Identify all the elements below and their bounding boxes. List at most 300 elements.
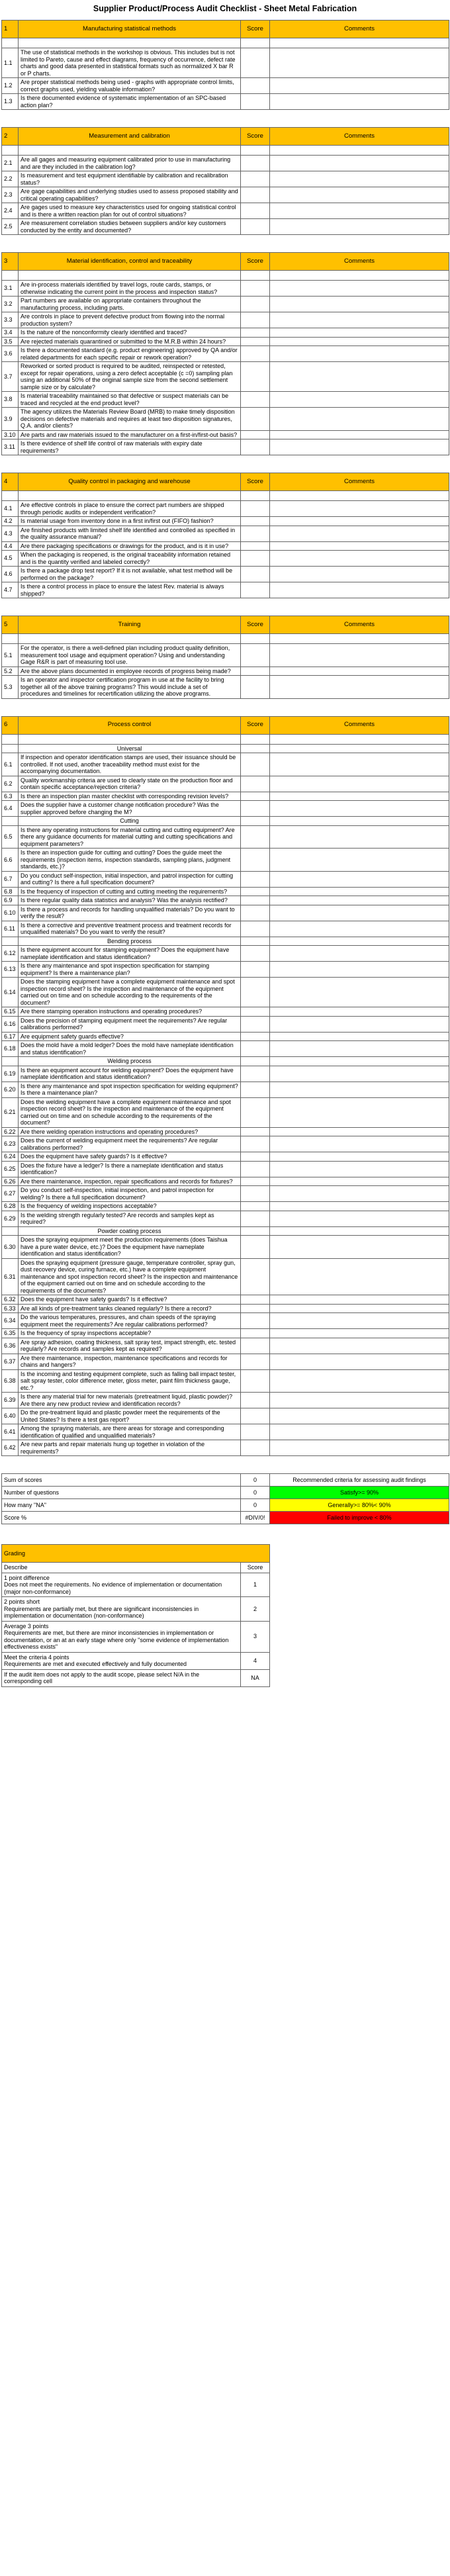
checklist-row (2, 849, 449, 872)
item-number: 6.34 (2, 1313, 19, 1329)
comments-cell[interactable] (270, 501, 449, 517)
comments-cell[interactable] (270, 1066, 449, 1081)
item-question: Are in-process materials identified by travel logs, route cards, stamps, or otherwise indicating the current point in the process and inspection status? (19, 281, 241, 297)
score-cell[interactable] (241, 297, 270, 312)
item-number: 6.30 (2, 1236, 19, 1259)
item-number: 6.31 (2, 1258, 19, 1295)
item-number: 6.9 (2, 896, 19, 905)
comments-cell[interactable] (270, 297, 449, 312)
item-question: Do you conduct self-inspection, initial inspection, and patrol inspection for welding? Is there a full specification document? (19, 1186, 241, 1202)
score-cell[interactable] (241, 887, 270, 896)
comments-cell[interactable] (270, 776, 449, 792)
score-cell[interactable] (241, 203, 270, 219)
summary-row (2, 1487, 449, 1499)
comments-cell[interactable] (270, 1313, 449, 1329)
score-cell[interactable] (241, 48, 270, 78)
item-number: 6.19 (2, 1066, 19, 1081)
score-cell[interactable] (241, 825, 270, 849)
comments-cell[interactable] (270, 1161, 449, 1177)
score-cell[interactable] (241, 337, 270, 346)
score-cell[interactable] (241, 392, 270, 408)
blank-row (2, 734, 449, 744)
comments-cell[interactable] (270, 1097, 449, 1127)
item-number: 6.20 (2, 1081, 19, 1097)
grading-description-line: Average 3 points (4, 1622, 49, 1630)
score-cell[interactable] (241, 78, 270, 94)
item-question: Is there any maintenance and spot inspection specification for stamping equipment? Is there a maintenance plan? (19, 962, 241, 978)
checklist-row (2, 346, 449, 362)
blank-cell (2, 1226, 19, 1236)
item-question: Are equipment safety guards effective? (19, 1032, 241, 1041)
item-question: Are gages used to measure key characteristics used for ongoing statistical control and is there a written reaction plan for out of control situations? (19, 203, 241, 219)
checklist-row (2, 582, 449, 598)
score-cell[interactable] (241, 517, 270, 526)
score-cell[interactable] (241, 1081, 270, 1097)
item-number: 2.4 (2, 203, 19, 219)
score-cell[interactable] (241, 1177, 270, 1186)
checklist-row (2, 896, 449, 905)
comments-cell[interactable] (270, 1202, 449, 1211)
comments-cell[interactable] (270, 337, 449, 346)
section-number: 2 (2, 128, 19, 146)
score-cell[interactable] (241, 1097, 270, 1127)
score-cell[interactable] (241, 801, 270, 817)
comments-cell[interactable] (270, 541, 449, 551)
item-question: Is the welding strength regularly tested? Are records and samples kept as required? (19, 1211, 241, 1226)
item-number: 3.8 (2, 392, 19, 408)
score-cell[interactable] (241, 1440, 270, 1456)
item-question: If inspection and operator identification stamps are used, their issuance should be controlled. If not used, another traceability method must exist for the accompanying documentation. (19, 753, 241, 776)
checklist-row (2, 203, 449, 219)
comments-cell[interactable] (270, 1424, 449, 1440)
summary-value: 0 (241, 1474, 270, 1487)
comments-cell[interactable] (270, 362, 449, 392)
comments-cell[interactable] (270, 408, 449, 431)
score-cell[interactable] (241, 1354, 270, 1369)
checklist-row (2, 439, 449, 455)
item-question: Is there any operating instructions for material cutting and cutting equipment? Are there any guidance documents for material cutting and cutting specifications and equipment parameters? (19, 825, 241, 849)
score-cell[interactable] (241, 1393, 270, 1408)
blank-cell (241, 734, 270, 744)
comments-column-header: Comments (270, 253, 449, 271)
checklist-row (2, 1136, 449, 1152)
score-cell[interactable] (241, 362, 270, 392)
item-number: 6.2 (2, 776, 19, 792)
blank-cell (2, 1057, 19, 1066)
section-title: Measurement and calibration (19, 128, 241, 146)
score-cell[interactable] (241, 962, 270, 978)
grading-description (2, 1597, 241, 1622)
item-number: 1.2 (2, 78, 19, 94)
checklist-row (2, 78, 449, 94)
comments-cell[interactable] (270, 517, 449, 526)
score-cell[interactable] (241, 408, 270, 431)
item-question: Does the equipment have safety guards? Is it effective? (19, 1152, 241, 1162)
score-cell[interactable] (241, 156, 270, 171)
score-cell[interactable] (241, 946, 270, 962)
section-table (1, 20, 449, 110)
grading-title: Grading (2, 1545, 270, 1563)
score-cell[interactable] (241, 1295, 270, 1305)
grading-description-line: If the audit item does not apply to the audit scope, please select N/A in the corresponding cell (4, 1671, 200, 1684)
summary-row (2, 1474, 449, 1487)
item-question: Quality workmanship criteria are used to clearly state on the production floor and contain specific acceptance/rejection criteria? (19, 776, 241, 792)
comments-cell[interactable] (270, 1211, 449, 1226)
item-number: 6.22 (2, 1127, 19, 1136)
score-cell[interactable] (241, 1236, 270, 1259)
item-question: Is the frequency of welding inspections acceptable? (19, 1202, 241, 1211)
item-number: 6.25 (2, 1161, 19, 1177)
comments-cell[interactable] (270, 1338, 449, 1354)
comments-cell[interactable] (270, 887, 449, 896)
score-cell[interactable] (241, 1041, 270, 1057)
comments-cell[interactable] (270, 792, 449, 801)
section-header-row (2, 716, 449, 734)
grading-description (2, 1621, 241, 1652)
item-number: 4.4 (2, 541, 19, 551)
comments-cell[interactable] (270, 644, 449, 667)
item-number: 6.23 (2, 1136, 19, 1152)
score-cell[interactable] (241, 792, 270, 801)
comments-cell[interactable] (270, 567, 449, 582)
item-question: Are there packaging specifications or drawings for the product, and is it in use? (19, 541, 241, 551)
grading-row (2, 1573, 270, 1597)
score-cell[interactable] (241, 644, 270, 667)
score-cell[interactable] (241, 1007, 270, 1017)
comments-cell[interactable] (270, 392, 449, 408)
comments-cell[interactable] (270, 801, 449, 817)
item-question: Are there maintenance, inspection, maintenance specifications and records for chains and hangers? (19, 1354, 241, 1369)
grading-score: 4 (241, 1652, 270, 1669)
section-header-row (2, 253, 449, 271)
checklist-row (2, 921, 449, 937)
blank-cell (241, 634, 270, 644)
checklist-row (2, 978, 449, 1007)
comments-cell[interactable] (270, 667, 449, 676)
comments-cell[interactable] (270, 1304, 449, 1313)
score-cell[interactable] (241, 439, 270, 455)
comments-cell[interactable] (270, 1136, 449, 1152)
comments-cell[interactable] (270, 978, 449, 1007)
comments-cell[interactable] (270, 281, 449, 297)
blank-cell (2, 38, 19, 48)
score-cell[interactable] (241, 219, 270, 235)
checklist-row (2, 312, 449, 328)
item-question: Is measurement and test equipment identifiable by calibration and recalibration status? (19, 171, 241, 187)
score-cell[interactable] (241, 94, 270, 110)
score-cell[interactable] (241, 187, 270, 203)
blank-cell (19, 634, 241, 644)
comments-cell[interactable] (270, 1408, 449, 1424)
item-question: Are the above plans documented in employee records of progress being made? (19, 667, 241, 676)
comments-cell[interactable] (270, 156, 449, 171)
grading-row (2, 1621, 270, 1652)
legend-satisfy: Satisfy>= 90% (270, 1487, 449, 1499)
legend-generally: Generally>= 80%< 90% (270, 1499, 449, 1512)
grading-score-header: Score (241, 1563, 270, 1573)
score-cell[interactable] (241, 1127, 270, 1136)
comments-cell[interactable] (270, 1369, 449, 1393)
comments-cell[interactable] (270, 203, 449, 219)
comments-cell[interactable] (270, 1393, 449, 1408)
score-cell[interactable] (241, 905, 270, 921)
section-header-row (2, 473, 449, 491)
blank-cell (270, 1057, 449, 1066)
item-question: Does the spraying equipment (pressure gauge, temperature controller, spray gun, dust recovery device, curing furnace, etc.) have a complete equipment maintenance and spot inspection record sheet? Is the inspection and maintenance of the equipment carried out on time and on schedule according to the requirements of the documents? (19, 1258, 241, 1295)
item-number: 6.24 (2, 1152, 19, 1162)
item-number: 4.2 (2, 517, 19, 526)
checklist-row (2, 1304, 449, 1313)
checklist-row (2, 801, 449, 817)
blank-cell (241, 491, 270, 501)
comments-cell[interactable] (270, 849, 449, 872)
score-cell[interactable] (241, 1016, 270, 1032)
comments-cell[interactable] (270, 171, 449, 187)
item-number: 6.1 (2, 753, 19, 776)
score-cell[interactable] (241, 776, 270, 792)
comments-column-header: Comments (270, 128, 449, 146)
comments-cell[interactable] (270, 871, 449, 887)
score-cell[interactable] (241, 676, 270, 699)
item-number: 6.5 (2, 825, 19, 849)
legend-title: Recommended criteria for assessing audit findings (270, 1474, 449, 1487)
comments-cell[interactable] (270, 551, 449, 567)
checklist-row (2, 1313, 449, 1329)
checklist-row (2, 501, 449, 517)
checklist-row (2, 171, 449, 187)
score-cell[interactable] (241, 1211, 270, 1226)
item-question: Are gage capabilities and underlying studies used to assess proposed stability and critical operating capabilities? (19, 187, 241, 203)
score-column-header: Score (241, 21, 270, 38)
comments-cell[interactable] (270, 346, 449, 362)
score-cell[interactable] (241, 1202, 270, 1211)
comments-cell[interactable] (270, 962, 449, 978)
score-cell[interactable] (241, 921, 270, 937)
score-cell[interactable] (241, 1032, 270, 1041)
comments-cell[interactable] (270, 1016, 449, 1032)
comments-cell[interactable] (270, 582, 449, 598)
item-question: Are controls in place to prevent defective product from flowing into the normal production system? (19, 312, 241, 328)
comments-cell[interactable] (270, 1354, 449, 1369)
comments-cell[interactable] (270, 676, 449, 699)
item-question: Is the incoming and testing equipment complete, such as falling ball impact tester, salt spray tester, color difference meter, gloss meter, paint film thickness gauge, etc.? (19, 1369, 241, 1393)
item-question: Does the fixture have a ledger? Is there a nameplate identification and status identification? (19, 1161, 241, 1177)
blank-cell (270, 271, 449, 281)
comments-cell[interactable] (270, 1440, 449, 1456)
score-cell[interactable] (241, 281, 270, 297)
item-question: Are proper statistical methods being used - graphs with appropriate control limits, correct graphs used, yielding valuable information? (19, 78, 241, 94)
checklist-row (2, 94, 449, 110)
comments-cell[interactable] (270, 187, 449, 203)
score-cell[interactable] (241, 501, 270, 517)
comments-cell[interactable] (270, 1258, 449, 1295)
comments-cell[interactable] (270, 48, 449, 78)
score-cell[interactable] (241, 871, 270, 887)
checklist-row (2, 776, 449, 792)
item-question: Is there evidence of shelf life control of raw materials with expiry date requirements? (19, 439, 241, 455)
item-question: Is there a documented standard (e.g. product engineering) approved by QA and/or related departments for each specific repair or rework operation? (19, 346, 241, 362)
score-cell[interactable] (241, 312, 270, 328)
grading-description (2, 1669, 241, 1686)
summary-label: Score % (2, 1512, 241, 1524)
comments-cell[interactable] (270, 328, 449, 338)
blank-cell (270, 1226, 449, 1236)
score-cell[interactable] (241, 171, 270, 187)
score-cell[interactable] (241, 346, 270, 362)
item-question: Is there a corrective and preventive treatment process and treatment records for unqualified materials? Do you want to verify the result? (19, 921, 241, 937)
item-number: 3.2 (2, 297, 19, 312)
section-header-row (2, 128, 449, 146)
section-title: Training (19, 616, 241, 634)
comments-cell[interactable] (270, 1152, 449, 1162)
subsection-title: Welding process (19, 1057, 241, 1066)
item-question: Is there equipment account for stamping equipment? Does the equipment have nameplate identification and status identification? (19, 946, 241, 962)
score-column-header: Score (241, 128, 270, 146)
comments-cell[interactable] (270, 1081, 449, 1097)
checklist-row (2, 281, 449, 297)
comments-cell[interactable] (270, 1032, 449, 1041)
section-header-row (2, 616, 449, 634)
score-cell[interactable] (241, 551, 270, 567)
summary-value: 0 (241, 1499, 270, 1512)
score-cell[interactable] (241, 582, 270, 598)
score-cell[interactable] (241, 328, 270, 338)
item-number: 6.3 (2, 792, 19, 801)
score-cell[interactable] (241, 753, 270, 776)
summary-value: 0 (241, 1487, 270, 1499)
checklist-row (2, 1202, 449, 1211)
score-cell[interactable] (241, 1304, 270, 1313)
comments-column-header: Comments (270, 21, 449, 38)
item-question: Is material usage from inventory done in a first in/first out (FIFO) fashion? (19, 517, 241, 526)
score-cell[interactable] (241, 526, 270, 541)
item-number: 6.33 (2, 1304, 19, 1313)
comments-cell[interactable] (270, 1177, 449, 1186)
comments-cell[interactable] (270, 526, 449, 541)
score-cell[interactable] (241, 567, 270, 582)
grading-row (2, 1669, 270, 1686)
checklist-row (2, 1258, 449, 1295)
blank-cell (241, 271, 270, 281)
comments-cell[interactable] (270, 896, 449, 905)
page-title: Supplier Product/Process Audit Checklist - Sheet Metal Fabrication (93, 4, 357, 13)
comments-cell[interactable] (270, 825, 449, 849)
score-cell[interactable] (241, 1408, 270, 1424)
section-title: Manufacturing statistical methods (19, 21, 241, 38)
checklist-row (2, 644, 449, 667)
item-number: 6.27 (2, 1186, 19, 1202)
checklist-row (2, 1329, 449, 1338)
blank-cell (270, 734, 449, 744)
grading-describe-header: Describe (2, 1563, 241, 1573)
comments-cell[interactable] (270, 439, 449, 455)
blank-cell (270, 744, 449, 753)
score-cell[interactable] (241, 667, 270, 676)
item-question: Is there an inspection guide for cutting and cutting? Does the guide meet the requirements (inspection items, inspection standards, sampling plans, judgment standards, etc.)? (19, 849, 241, 872)
score-cell[interactable] (241, 849, 270, 872)
comments-cell[interactable] (270, 1295, 449, 1305)
comments-cell[interactable] (270, 921, 449, 937)
section-title: Quality control in packaging and warehouse (19, 473, 241, 491)
grading-table (1, 1544, 270, 1687)
score-cell[interactable] (241, 1186, 270, 1202)
score-cell[interactable] (241, 430, 270, 439)
score-cell[interactable] (241, 1066, 270, 1081)
comments-cell[interactable] (270, 1236, 449, 1259)
subsection-row (2, 937, 449, 946)
item-number: 6.16 (2, 1016, 19, 1032)
comments-column-header: Comments (270, 473, 449, 491)
grading-description-line: Meet the criteria 4 points (4, 1653, 69, 1661)
comments-cell[interactable] (270, 430, 449, 439)
score-column-header: Score (241, 616, 270, 634)
item-number: 6.41 (2, 1424, 19, 1440)
subsection-row (2, 1057, 449, 1066)
comments-cell[interactable] (270, 1186, 449, 1202)
score-cell[interactable] (241, 541, 270, 551)
comments-cell[interactable] (270, 1041, 449, 1057)
item-number: 1.3 (2, 94, 19, 110)
item-question: Is the frequency of spray inspections acceptable? (19, 1329, 241, 1338)
checklist-row (2, 1369, 449, 1393)
comments-cell[interactable] (270, 905, 449, 921)
score-cell[interactable] (241, 1329, 270, 1338)
score-cell[interactable] (241, 1338, 270, 1354)
score-cell[interactable] (241, 1369, 270, 1393)
score-cell[interactable] (241, 1161, 270, 1177)
score-cell[interactable] (241, 1313, 270, 1329)
comments-cell[interactable] (270, 946, 449, 962)
checklist-row (2, 156, 449, 171)
item-question: Is there an inspection plan master checklist with corresponding revision levels? (19, 792, 241, 801)
comments-column-header: Comments (270, 716, 449, 734)
comments-cell[interactable] (270, 1127, 449, 1136)
comments-cell[interactable] (270, 312, 449, 328)
item-question: Is there any material trial for new materials (pretreatment liquid, plastic powder)? Are there any new product review and identification records? (19, 1393, 241, 1408)
blank-cell (270, 634, 449, 644)
checklist-row (2, 1152, 449, 1162)
blank-cell (270, 937, 449, 946)
item-number: 6.29 (2, 1211, 19, 1226)
score-cell[interactable] (241, 978, 270, 1007)
item-question: Does the stamping equipment have a complete equipment maintenance and spot inspection record sheet? Is the inspection and maintenance of the equipment carried out on time and on schedule according to the requirements of the document? (19, 978, 241, 1007)
comments-cell[interactable] (270, 94, 449, 110)
section-number: 1 (2, 21, 19, 38)
checklist-row (2, 1177, 449, 1186)
score-cell[interactable] (241, 1136, 270, 1152)
blank-cell (241, 744, 270, 753)
comments-cell[interactable] (270, 753, 449, 776)
checklist-row (2, 1186, 449, 1202)
comments-cell[interactable] (270, 1329, 449, 1338)
score-cell[interactable] (241, 1424, 270, 1440)
summary-value: #DIV/0! (241, 1512, 270, 1524)
section-number: 4 (2, 473, 19, 491)
item-number: 2.1 (2, 156, 19, 171)
blank-cell (270, 146, 449, 156)
item-question: Does the mold have a mold ledger? Does the mold have nameplate identification and status identification? (19, 1041, 241, 1057)
blank-row (2, 491, 449, 501)
item-question: Reworked or sorted product is required to be audited, reinspected or retested, except for repair operations, using a zero defect acceptable (c =0) sampling plan using an additional 50% of the original sample size from the second settlement sample size or by calculate? (19, 362, 241, 392)
score-cell[interactable] (241, 1258, 270, 1295)
comments-cell[interactable] (270, 219, 449, 235)
checklist-row (2, 1338, 449, 1354)
score-cell[interactable] (241, 1152, 270, 1162)
comments-cell[interactable] (270, 78, 449, 94)
comments-cell[interactable] (270, 1007, 449, 1017)
score-cell[interactable] (241, 896, 270, 905)
blank-cell (270, 491, 449, 501)
